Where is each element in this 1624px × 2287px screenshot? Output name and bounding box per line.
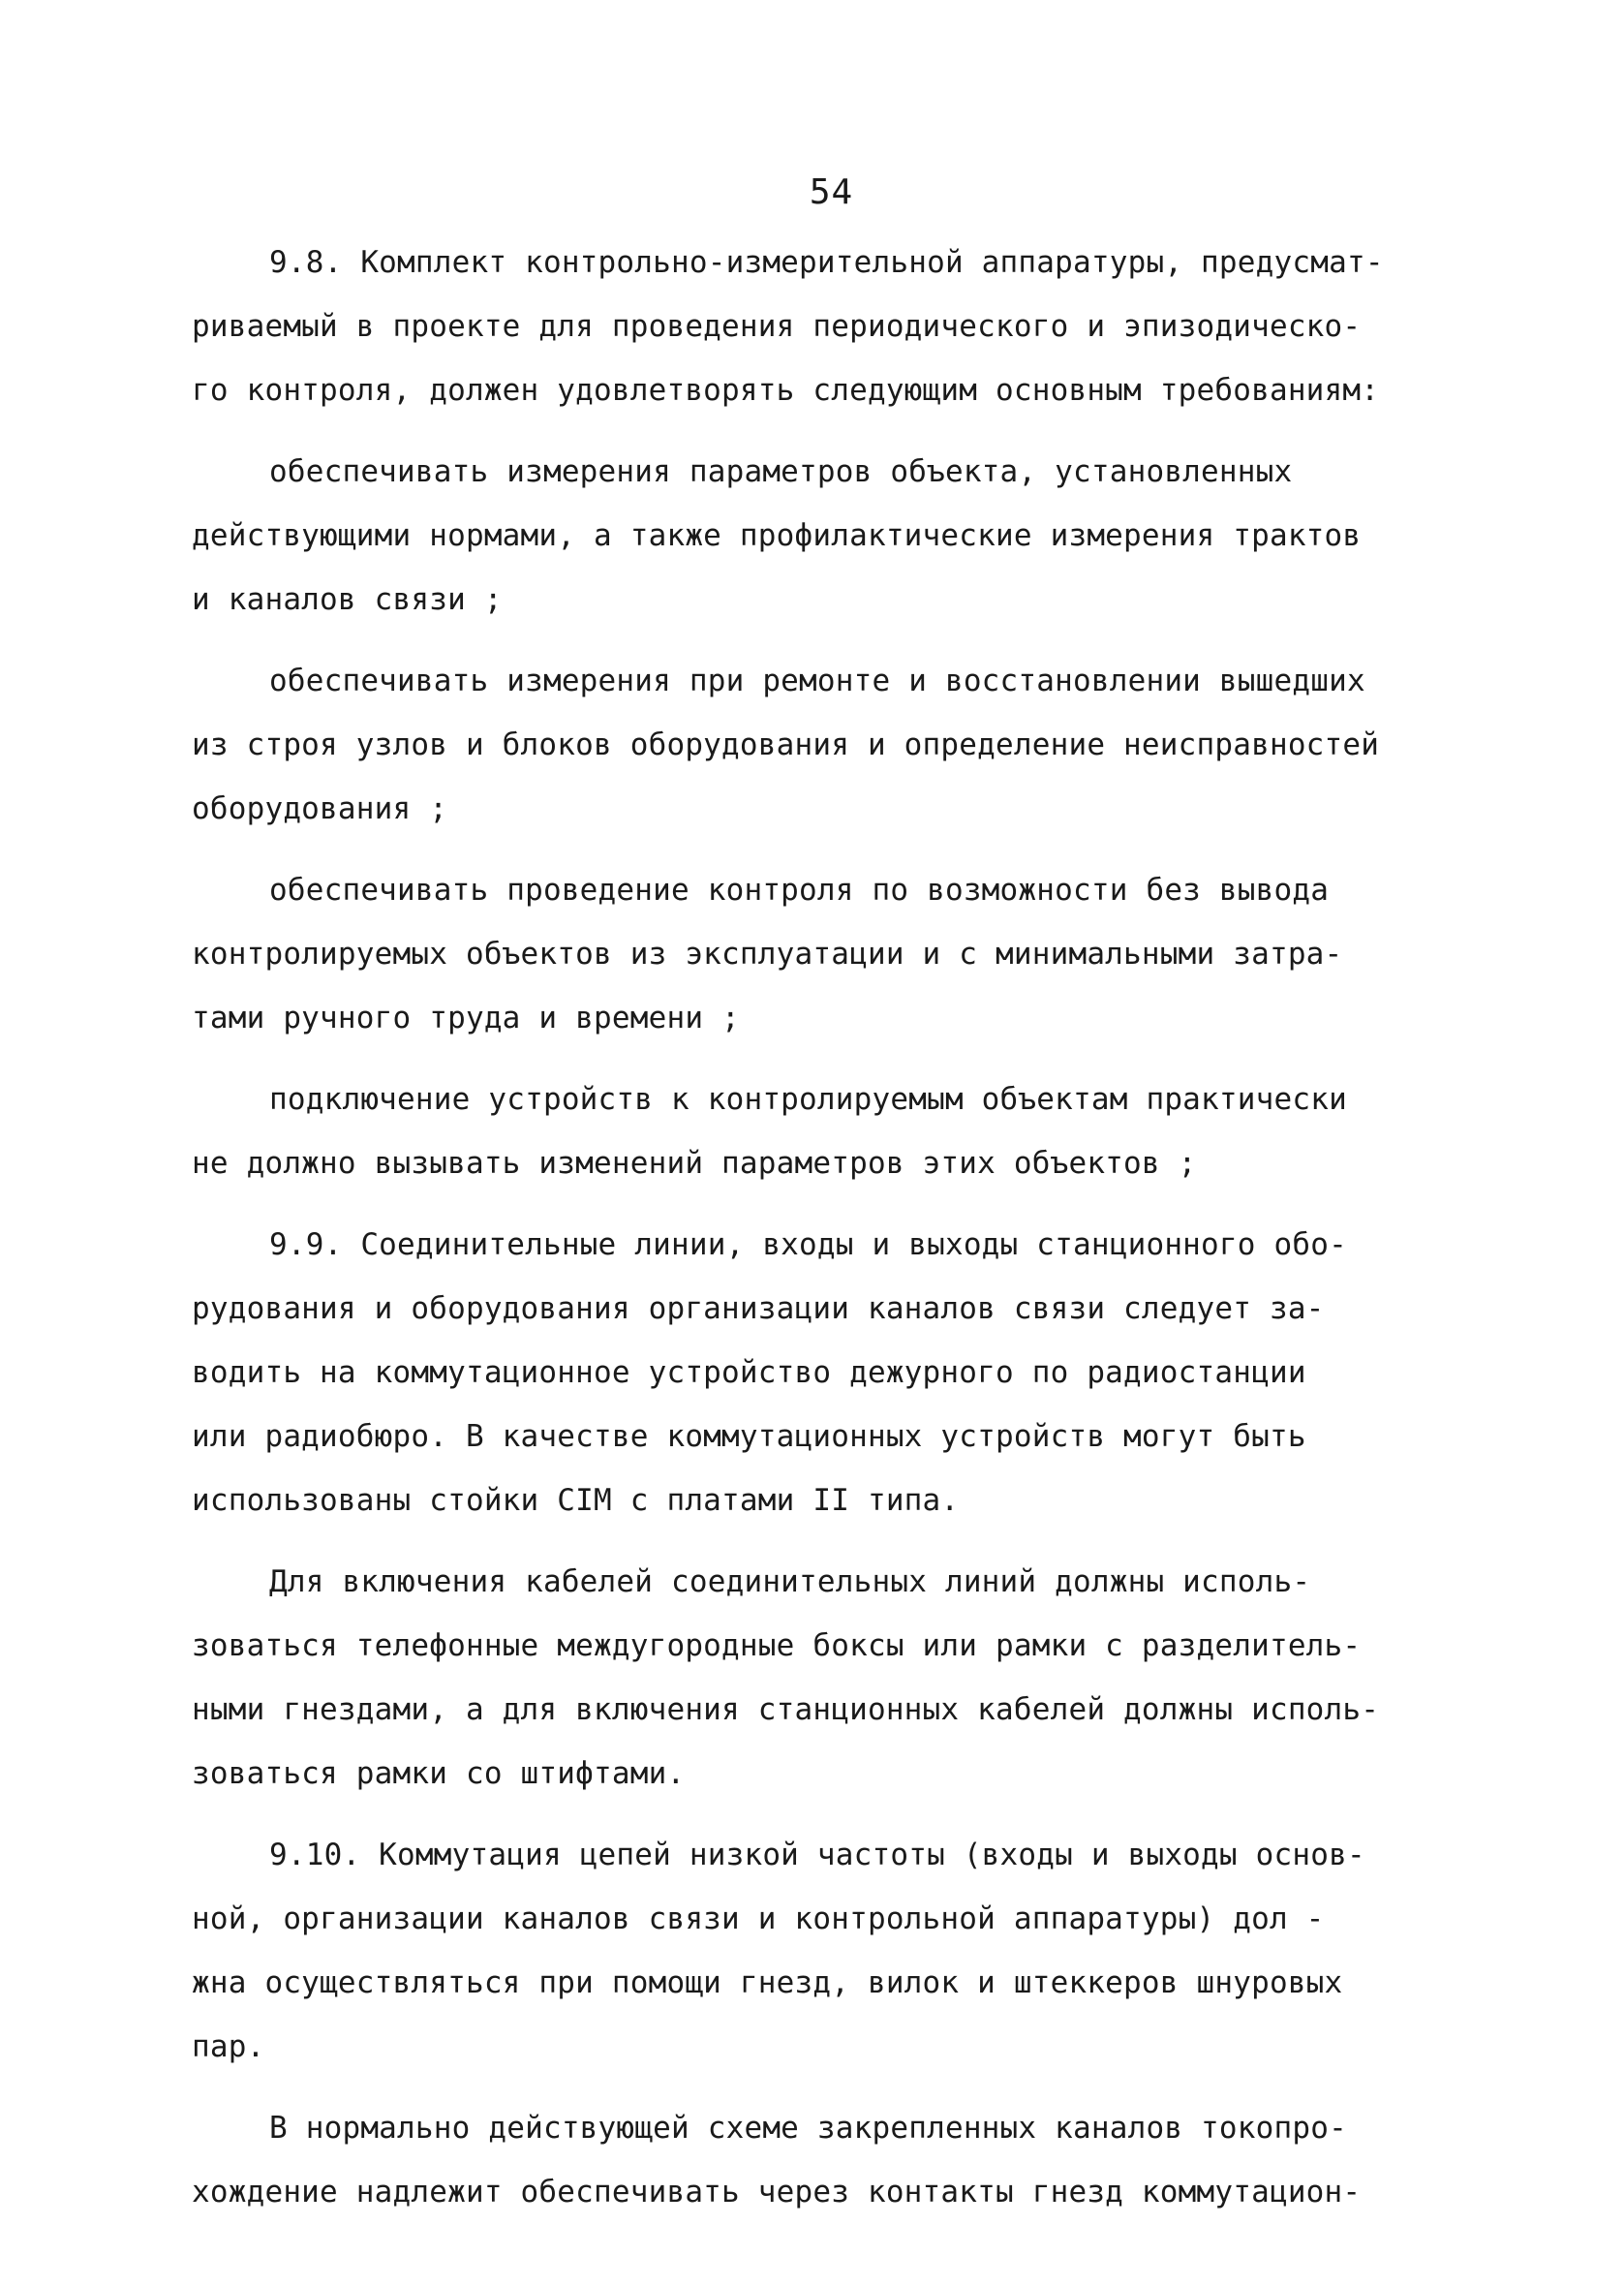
text-line: го контроля, должен удовлетворять следующим основным требованиям: <box>192 373 1380 408</box>
paragraph-gap <box>192 2079 1480 2096</box>
text-line: В нормально действующей схеме закрепленных каналов токопро- <box>269 2111 1347 2146</box>
text-line: 9.8. Комплект контрольно-измерительной аппаратуры, предусмат- <box>269 245 1384 280</box>
text-line: водить на коммутационное устройство дежурного по радиостанции <box>192 1355 1306 1390</box>
text-line: использованы стойки СІМ с платами ІІ типа. <box>192 1483 960 1518</box>
paragraph-gap <box>192 1806 1480 1823</box>
text-line: жна осуществляться при помощи гнезд, вилок и штеккеров шнуровых <box>192 1965 1343 2000</box>
paragraph-gap <box>192 841 1480 858</box>
text-line: пар. <box>192 2029 265 2064</box>
text-line: и каналов связи ; <box>192 582 503 617</box>
paragraph-gap <box>192 1050 1480 1067</box>
text-line: контролируемых объектов из эксплуатации и с минимальными затра- <box>192 937 1343 972</box>
text-line: не должно вызывать изменений параметров этих объектов ; <box>192 1146 1197 1181</box>
paragraph-gap <box>192 422 1480 440</box>
body-text <box>192 231 1480 2224</box>
paragraph-gap <box>192 1195 1480 1213</box>
text-line: зоваться рамки со штифтами. <box>192 1756 686 1791</box>
text-line: 9.9. Соединительные линии, входы и выходы станционного обо- <box>269 1227 1347 1262</box>
text-line: зоваться телефонные междугородные боксы или рамки с разделитель- <box>192 1628 1362 1663</box>
text-line: подключение устройств к контролируемым объектам практически <box>269 1082 1347 1117</box>
text-line: хождение надлежит обеспечивать через контакты гнезд коммутацион- <box>192 2175 1362 2210</box>
text-line: Для включения кабелей соединительных линий должны исполь- <box>269 1564 1311 1599</box>
text-line: 9.10. Коммутация цепей низкой частоты (входы и выходы основ- <box>269 1838 1365 1872</box>
text-line: обеспечивать проведение контроля по возможности без вывода <box>269 873 1330 908</box>
text-line: обеспечивать измерения параметров объекта, установленных <box>269 454 1293 489</box>
paragraph-gap <box>192 632 1480 649</box>
text-line: тами ручного труда и времени ; <box>192 1001 740 1035</box>
page-number: 54 <box>809 172 854 212</box>
text-line: ными гнездами, а для включения станционных кабелей должны исполь- <box>192 1692 1380 1727</box>
text-line: риваемый в проекте для проведения периодического и эпизодическо- <box>192 309 1362 344</box>
text-line: ной, организации каналов связи и контрольной аппаратуры) дол - <box>192 1901 1325 1936</box>
text-line: оборудования ; <box>192 791 448 826</box>
text-line: или радиобюро. В качестве коммутационных устройств могут быть <box>192 1419 1306 1454</box>
text-line: обеспечивать измерения при ремонте и восстановлении вышедших <box>269 664 1365 698</box>
text-line: из строя узлов и блоков оборудования и определение неисправностей <box>192 727 1380 762</box>
text-line: действующими нормами, а также профилактические измерения трактов <box>192 518 1362 553</box>
text-line: рудования и оборудования организации каналов связи следует за- <box>192 1291 1325 1326</box>
paragraph-gap <box>192 1532 1480 1550</box>
